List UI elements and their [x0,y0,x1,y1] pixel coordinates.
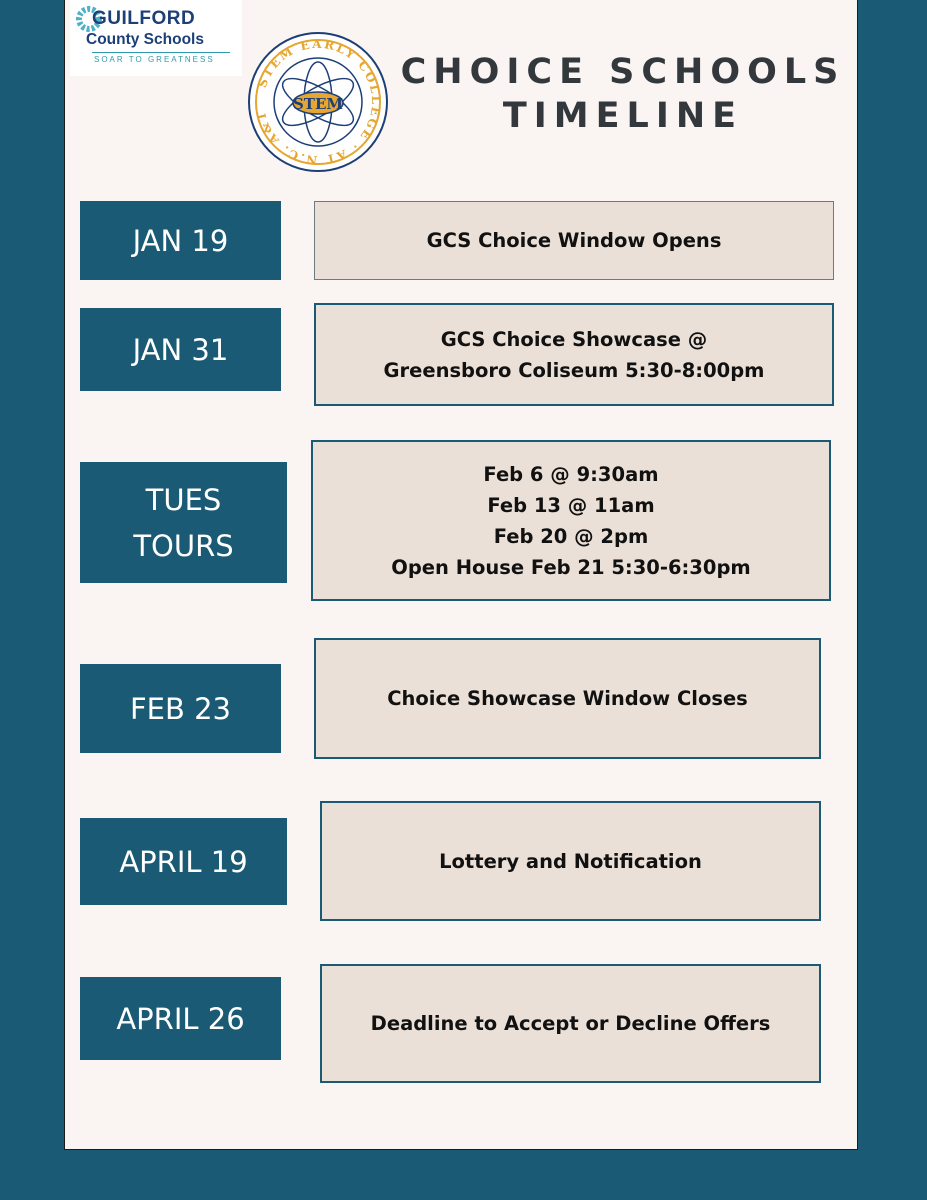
event-tours-schedule [311,440,831,601]
event-showcase-window-closes [314,638,821,759]
date-label-jan-31: JAN 31 [80,308,281,391]
date-label-jan-19: JAN 19 [80,201,281,280]
event-accept-decline-deadline [320,964,821,1083]
date-text: TOURS [133,528,234,563]
event-choice-showcase [314,303,834,406]
event-text: Choice Showcase Window Closes [387,687,748,710]
title-line-1: CHOICE SCHOOLS [400,52,846,92]
date-label-april-26: APRIL 26 [80,977,281,1060]
logo-line-1: GUILFORD [92,8,196,29]
seal-center-text: STEM [292,95,344,113]
event-lottery-notification [320,801,821,921]
logo-tagline: SOAR TO GREATNESS [94,55,215,64]
title-line-2: TIMELINE [502,96,744,136]
date-label-april-19: APRIL 19 [80,818,287,905]
event-text: Greensboro Coliseum 5:30-8:00pm [383,358,765,382]
date-label-tues-tours [80,462,287,583]
stem-early-college-seal [246,30,390,174]
page-title [396,50,850,138]
event-text: Open House Feb 21 5:30-6:30pm [391,555,751,579]
event-text: Feb 6 @ 9:30am [483,462,659,486]
event-text: Lottery and Notification [439,849,702,873]
date-label-feb-23: FEB 23 [80,664,281,753]
logo-divider [92,52,230,53]
logo-line-2: County Schools [86,31,204,48]
seal-ring-text: STEM EARLY COLLEGE · AT N.C. A&T [253,36,384,168]
date-text: TUES [145,482,222,517]
event-text: GCS Choice Window Opens [426,229,722,252]
event-text: GCS Choice Showcase @ [440,327,708,351]
event-text: Feb 13 @ 11am [487,493,655,517]
event-text: Feb 20 @ 2pm [493,524,649,548]
event-choice-window-opens [314,201,834,280]
guilford-county-schools-logo [70,0,242,76]
event-text: Deadline to Accept or Decline Offers [370,1012,771,1035]
